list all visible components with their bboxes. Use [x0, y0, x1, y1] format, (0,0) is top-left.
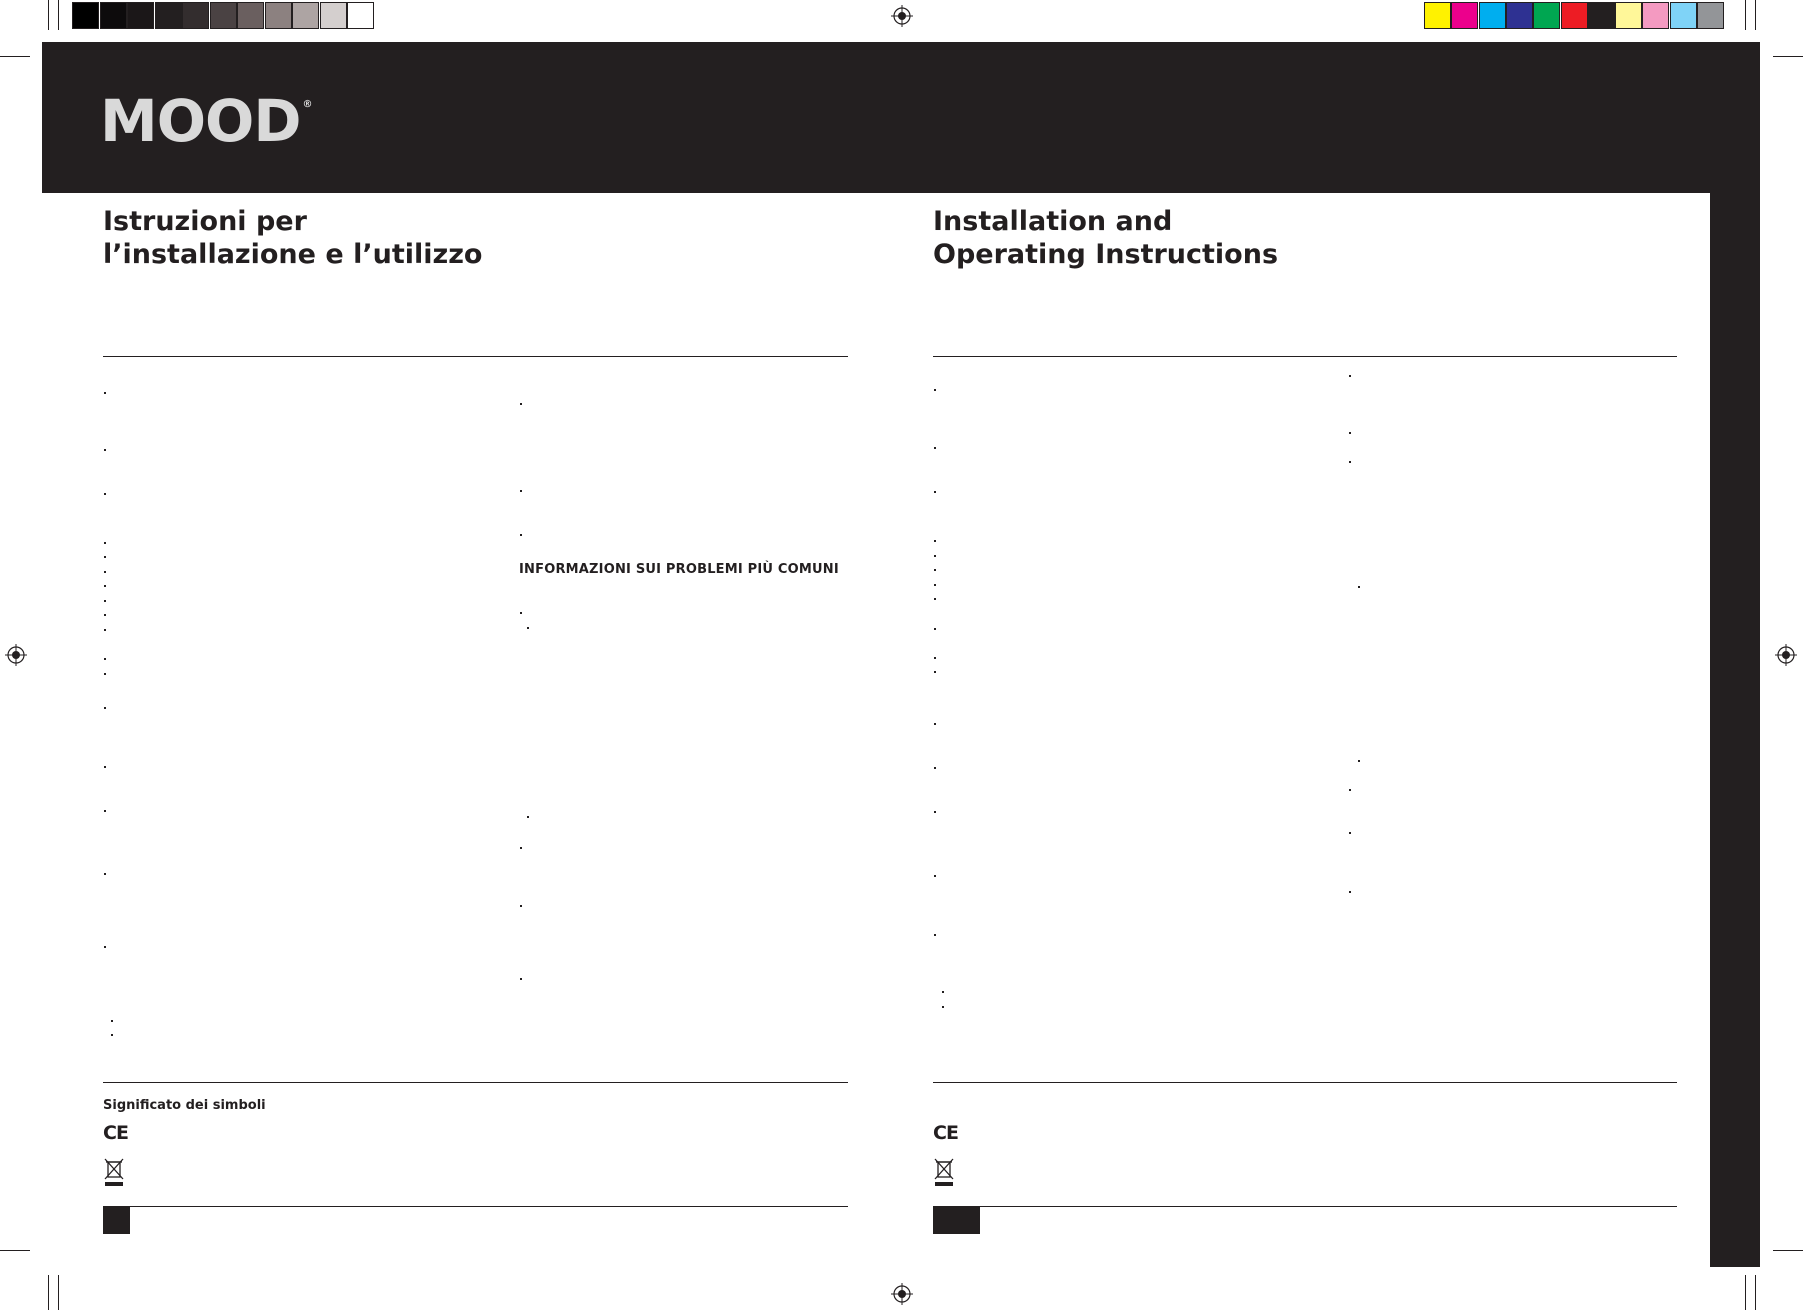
bullet-dot	[104, 449, 106, 451]
color-swatch	[1697, 2, 1724, 29]
bullet-dot	[934, 491, 936, 493]
bullet-dot	[934, 569, 936, 571]
bullet-dot	[934, 723, 936, 725]
bullet-dot	[934, 875, 936, 877]
crop-mark	[1755, 1275, 1756, 1310]
bullet-dot	[104, 946, 106, 948]
color-swatch	[1451, 2, 1478, 29]
left-title-line-2: l’installazione e l’utilizzo	[103, 239, 483, 270]
bullet-dot	[1349, 832, 1351, 834]
registration-mark-icon	[5, 644, 27, 666]
crop-mark	[1755, 0, 1756, 30]
color-swatch	[1424, 2, 1451, 29]
bullet-dot	[104, 585, 106, 587]
bullet-dot	[934, 584, 936, 586]
bullet-dot	[104, 766, 106, 768]
grayscale-swatch	[210, 2, 237, 29]
crop-mark	[0, 1250, 30, 1251]
grayscale-swatch	[127, 2, 154, 29]
color-swatch	[1615, 2, 1642, 29]
registration-mark-icon	[891, 5, 913, 27]
bullet-dot	[104, 556, 106, 558]
side-band	[1710, 193, 1760, 1267]
bullet-dot	[527, 816, 529, 818]
bullet-dot	[942, 991, 944, 993]
bullet-dot	[104, 673, 106, 675]
left-top-rule	[103, 356, 848, 357]
color-swatch	[1479, 2, 1506, 29]
bullet-dot	[1358, 760, 1360, 762]
bullet-dot	[104, 571, 106, 573]
left-section-heading: INFORMAZIONI SUI PROBLEMI PIÙ COMUNI	[519, 562, 839, 577]
right-footer-rule	[933, 1206, 1677, 1207]
bullet-dot	[1349, 375, 1351, 377]
bullet-dot	[520, 905, 522, 907]
registered-mark: ®	[302, 99, 312, 110]
bullet-dot	[934, 934, 936, 936]
bullet-dot	[934, 671, 936, 673]
color-swatch	[1588, 2, 1615, 29]
right-weee-crossed-bin-icon	[934, 1158, 954, 1186]
bullet-dot	[934, 447, 936, 449]
bullet-dot	[520, 490, 522, 492]
crop-mark	[48, 0, 49, 30]
bullet-dot	[934, 555, 936, 557]
left-footer-rule	[103, 1206, 848, 1207]
brand-name: MOOD	[100, 87, 301, 155]
bullet-dot	[104, 873, 106, 875]
bullet-dot	[520, 978, 522, 980]
bullet-dot	[934, 540, 936, 542]
bullet-dot	[934, 598, 936, 600]
color-swatch	[1561, 2, 1588, 29]
crop-mark	[58, 0, 59, 30]
symbols-heading: Significato dei simboli	[103, 1098, 266, 1113]
grayscale-swatch	[265, 2, 292, 29]
bullet-dot	[934, 628, 936, 630]
bullet-dot	[1349, 461, 1351, 463]
bullet-dot	[520, 612, 522, 614]
grayscale-swatch	[292, 2, 319, 29]
bullet-dot	[520, 847, 522, 849]
bullet-dot	[934, 389, 936, 391]
right-top-rule	[933, 356, 1677, 357]
bullet-dot	[104, 658, 106, 660]
bullet-dot	[1358, 586, 1360, 588]
right-page-title	[933, 205, 1278, 271]
crop-mark	[1745, 1275, 1746, 1310]
right-symbols-rule	[933, 1082, 1677, 1083]
crop-mark	[0, 56, 30, 57]
bullet-dot	[104, 810, 106, 812]
left-page-number-box	[103, 1207, 130, 1234]
bullet-dot	[527, 627, 529, 629]
grayscale-swatch	[237, 2, 264, 29]
left-title-line-1: Istruzioni per	[103, 206, 307, 237]
right-title-line-1: Installation and	[933, 206, 1173, 237]
crop-mark	[1773, 1250, 1803, 1251]
registration-mark-icon	[891, 1283, 913, 1305]
grayscale-swatch	[100, 2, 127, 29]
grayscale-swatch	[72, 2, 99, 29]
color-swatch	[1642, 2, 1669, 29]
bullet-dot	[104, 707, 106, 709]
bullet-dot	[1349, 891, 1351, 893]
grayscale-swatch	[182, 2, 209, 29]
bullet-dot	[942, 1006, 944, 1008]
bullet-dot	[520, 534, 522, 536]
grayscale-swatch	[347, 2, 374, 29]
bullet-dot	[104, 629, 106, 631]
bullet-dot	[934, 657, 936, 659]
bullet-dot	[104, 392, 106, 394]
bullet-dot	[111, 1020, 113, 1022]
left-ce-mark-icon: CE	[103, 1122, 128, 1144]
left-page-title	[103, 205, 482, 271]
color-swatch	[1506, 2, 1533, 29]
bullet-dot	[520, 403, 522, 405]
grayscale-swatch	[320, 2, 347, 29]
bullet-dot	[934, 767, 936, 769]
right-title-line-2: Operating Instructions	[933, 239, 1279, 270]
registration-mark-icon	[1775, 644, 1797, 666]
bullet-dot	[1349, 789, 1351, 791]
crop-mark	[1773, 56, 1803, 57]
color-swatch	[1670, 2, 1697, 29]
right-ce-mark-icon: CE	[933, 1122, 958, 1144]
crop-mark	[58, 1275, 59, 1310]
bullet-dot	[934, 811, 936, 813]
right-page-number-box	[933, 1207, 980, 1234]
bullet-dot	[104, 600, 106, 602]
bullet-dot	[104, 493, 106, 495]
grayscale-swatch	[155, 2, 182, 29]
bullet-dot	[1349, 432, 1351, 434]
left-weee-crossed-bin-icon	[104, 1158, 124, 1186]
crop-mark	[1745, 0, 1746, 30]
bullet-dot	[111, 1034, 113, 1036]
color-swatch	[1533, 2, 1560, 29]
left-symbols-rule	[103, 1082, 848, 1083]
bullet-dot	[104, 614, 106, 616]
brand-logo	[100, 87, 312, 155]
bullet-dot	[104, 542, 106, 544]
crop-mark	[48, 1275, 49, 1310]
